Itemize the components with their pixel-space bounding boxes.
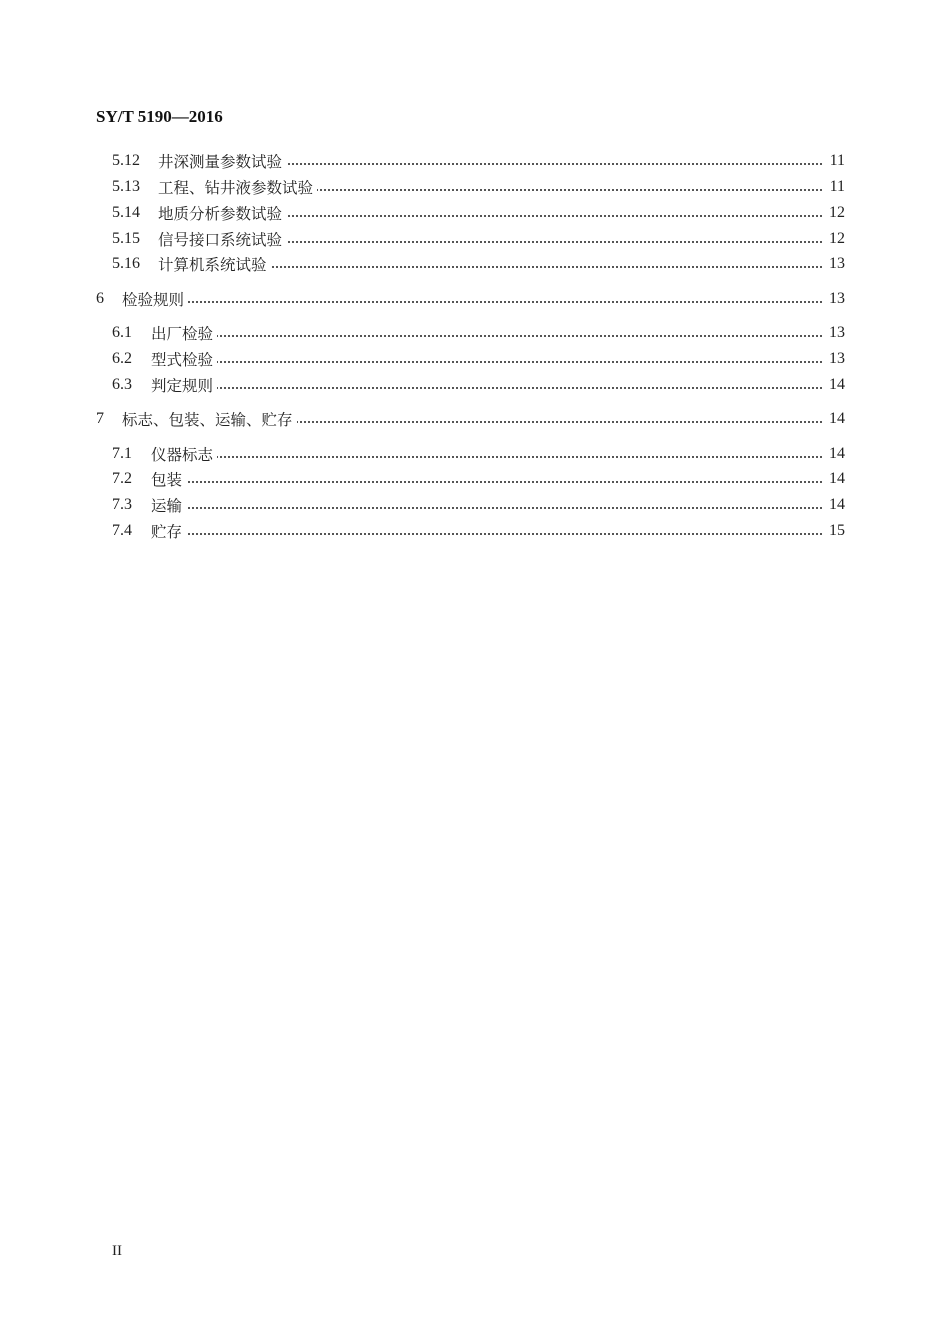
toc-entry[interactable] [0, 520, 950, 542]
toc-entry-title: 型式检验 [151, 348, 217, 370]
toc-entry-title: 井深测量参数试验 [158, 150, 286, 172]
standard-code-header: SY/T 5190—2016 [96, 107, 223, 126]
toc-entry-number: 7.1 [112, 445, 132, 462]
toc-entry-number: 6.2 [112, 350, 132, 367]
toc-entry[interactable] [0, 253, 950, 275]
dot-leader [161, 505, 822, 509]
toc-entry-title: 标志、包装、运输、贮存 [122, 408, 297, 430]
toc-entry-number: 6.3 [112, 376, 132, 393]
toc-entry[interactable] [0, 228, 950, 250]
toc-entry[interactable] [0, 150, 950, 172]
toc-entry-number: 5.16 [112, 255, 140, 272]
toc-entry-page: 14 [829, 410, 845, 427]
dot-leader [161, 333, 822, 337]
toc-entry-title: 检验规则 [122, 288, 188, 310]
toc-entry[interactable] [0, 288, 950, 310]
toc-entry[interactable] [0, 408, 950, 430]
toc-entry-number: 7 [96, 410, 104, 427]
dot-leader [161, 479, 822, 483]
toc-entry-number: 5.12 [112, 152, 140, 169]
toc-entry-number: 5.14 [112, 204, 140, 221]
dot-leader [161, 385, 822, 389]
toc-entry[interactable] [0, 202, 950, 224]
dot-leader [132, 299, 822, 303]
toc-entry-title: 地质分析参数试验 [158, 202, 286, 224]
toc-entry-page: 13 [829, 255, 845, 272]
toc-entry[interactable] [0, 176, 950, 198]
toc-entry-title: 出厂检验 [151, 322, 217, 344]
dot-leader [161, 359, 822, 363]
toc-entry-title: 贮存 [151, 520, 186, 542]
toc-entry[interactable] [0, 374, 950, 396]
toc-entry-number: 6 [96, 290, 104, 307]
toc-entry-number: 5.15 [112, 230, 140, 247]
toc-entry-number: 6.1 [112, 324, 132, 341]
toc-entry[interactable] [0, 443, 950, 465]
toc-entry-page: 13 [829, 324, 845, 341]
dot-leader [161, 531, 822, 535]
toc-entry-title: 判定规则 [151, 374, 217, 396]
toc-entry-title: 包装 [151, 468, 186, 490]
toc-entry-number: 7.3 [112, 496, 132, 513]
toc-entry-number: 5.13 [112, 178, 140, 195]
toc-entry[interactable] [0, 322, 950, 344]
toc-entry-number: 7.2 [112, 470, 132, 487]
toc-entry-page: 14 [829, 376, 845, 393]
toc-entry-page: 11 [829, 178, 845, 195]
toc-entry-title: 运输 [151, 494, 186, 516]
toc-entry-page: 15 [829, 522, 845, 539]
toc-entry-page: 13 [829, 350, 845, 367]
toc-entry-number: 7.4 [112, 522, 132, 539]
toc-entry-page: 11 [829, 152, 845, 169]
toc-entry-title: 工程、钻井液参数试验 [158, 176, 317, 198]
dot-leader [161, 454, 822, 458]
toc-entry-page: 13 [829, 290, 845, 307]
toc-entry-title: 仪器标志 [151, 443, 217, 465]
toc-entry-title: 信号接口系统试验 [158, 228, 286, 250]
page-number: II [112, 1243, 122, 1259]
toc-entry-title: 计算机系统试验 [158, 253, 271, 275]
toc-entry[interactable] [0, 494, 950, 516]
toc-entry[interactable] [0, 348, 950, 370]
toc-entry-page: 14 [829, 496, 845, 513]
toc-entry-page: 12 [829, 230, 845, 247]
toc-entry-page: 14 [829, 470, 845, 487]
toc-entry-page: 12 [829, 204, 845, 221]
toc-entry[interactable] [0, 468, 950, 490]
toc-entry-page: 14 [829, 445, 845, 462]
